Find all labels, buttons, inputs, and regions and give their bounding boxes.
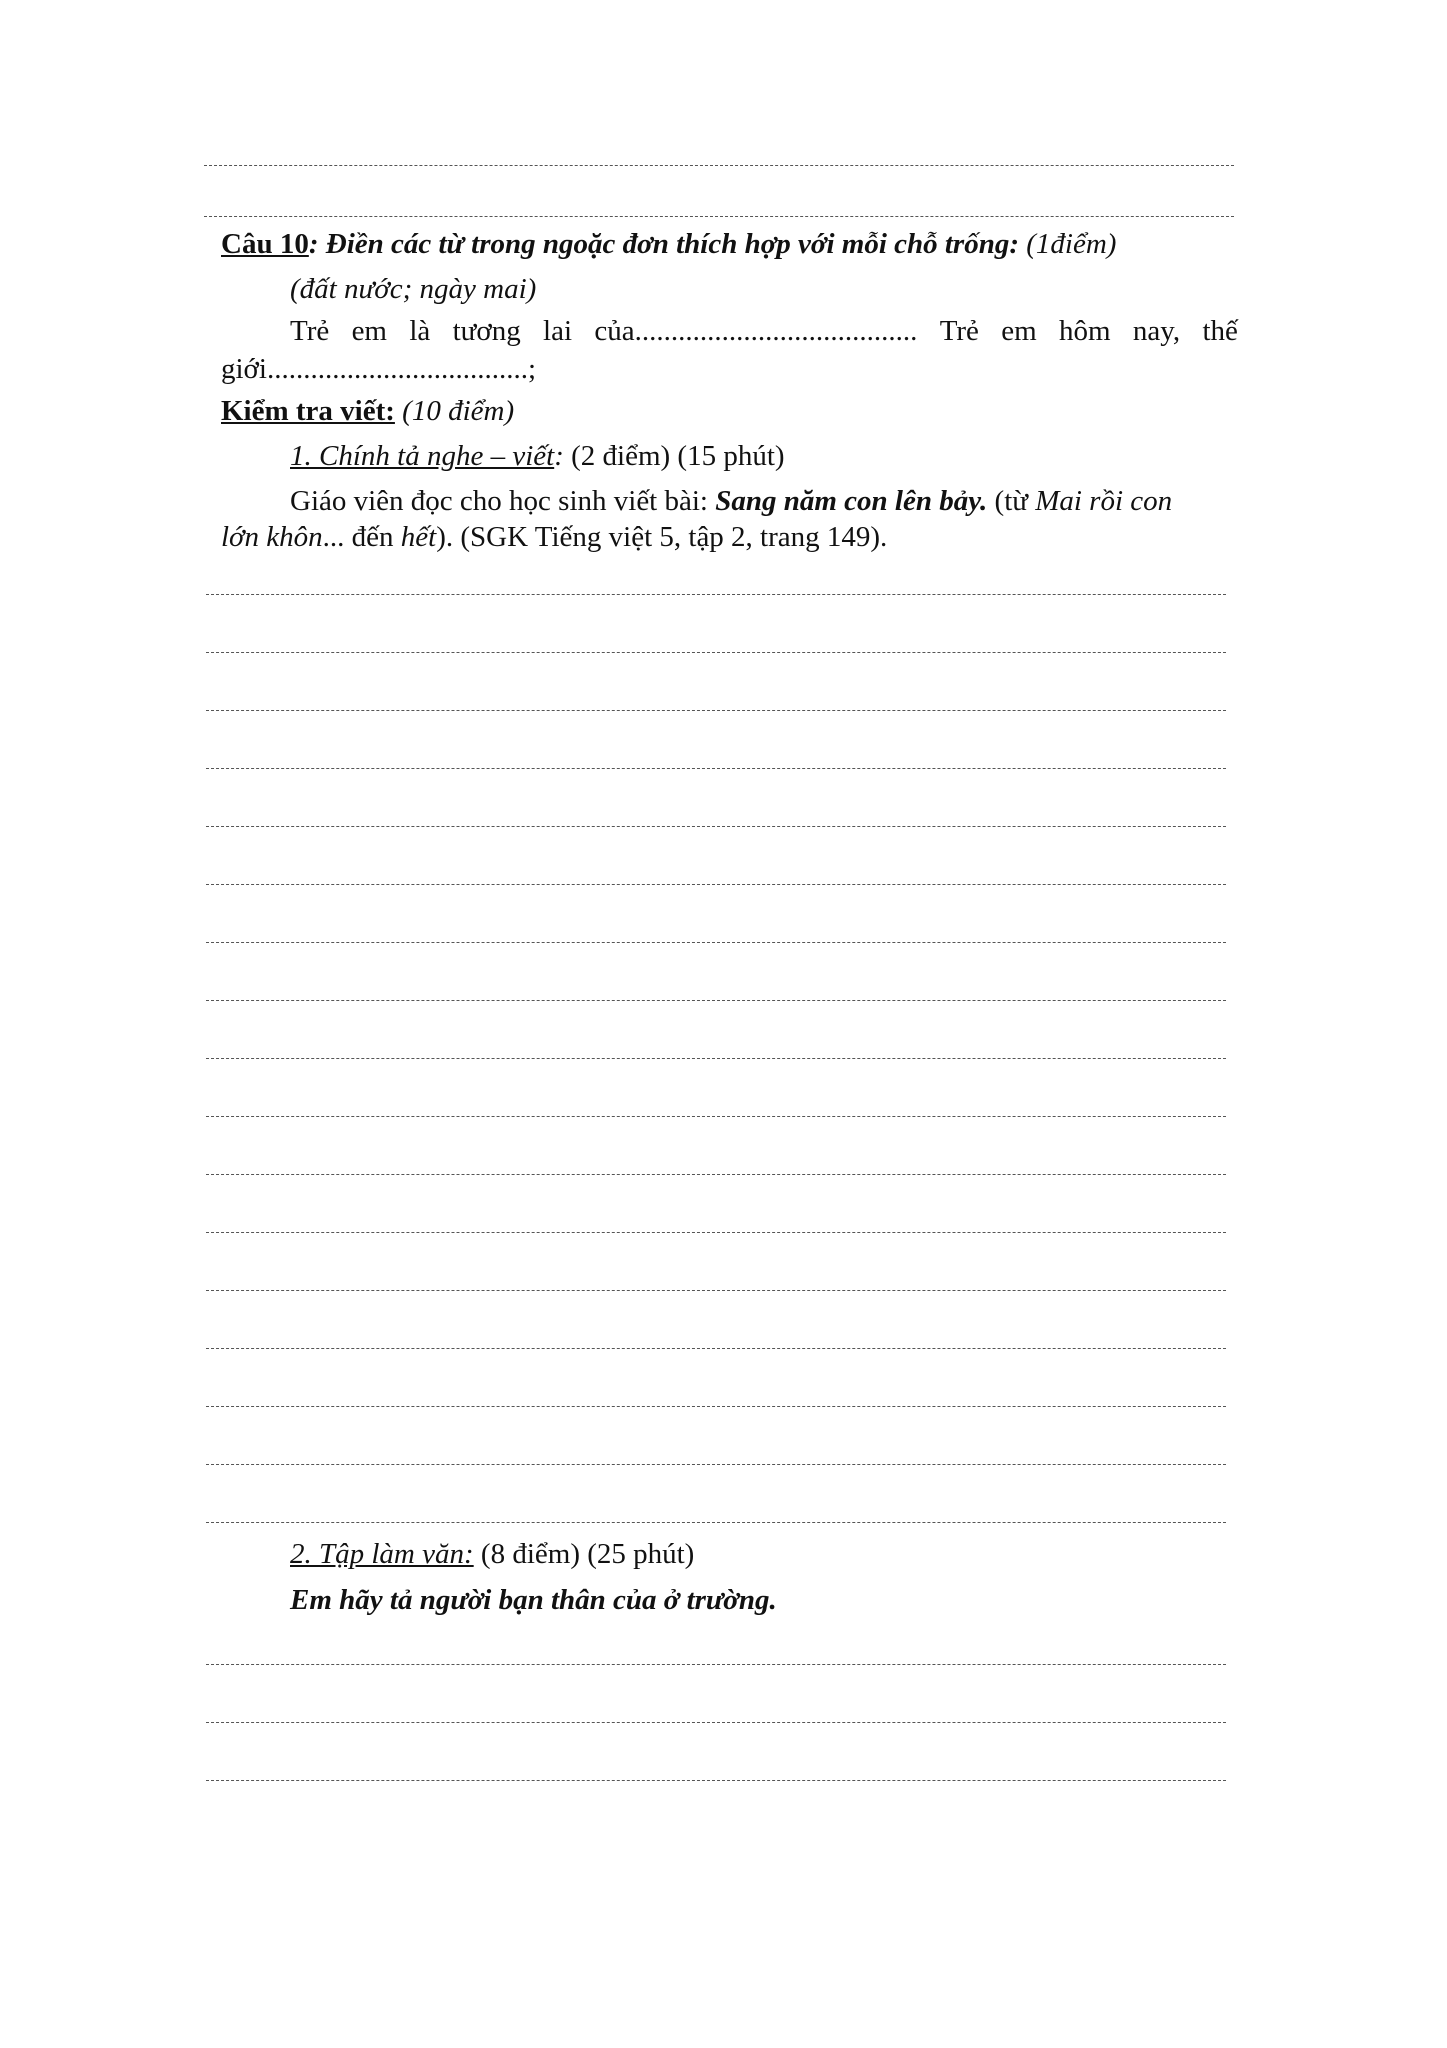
dictation-ellipsis: ...: [322, 521, 345, 553]
answer-line: [206, 942, 1226, 943]
question-10-word: của.......................................: [594, 315, 918, 347]
question-10-word: tương: [452, 315, 521, 347]
dictation-instruction-line-1: [290, 483, 1172, 519]
answer-line: [206, 594, 1226, 595]
question-10-word: nay,: [1132, 315, 1181, 347]
dictation-info: (2 điểm) (15 phút): [563, 440, 785, 472]
writing-test-points: (10 điểm): [394, 395, 515, 427]
question-10-word: là: [409, 315, 431, 347]
question-10-prompt: Điền các từ trong ngoặc đơn thích hợp với mỗi chỗ trống:: [318, 228, 1020, 260]
question-10-word: Trẻ: [939, 315, 979, 347]
question-10-heading: [221, 226, 1116, 262]
answer-line: [206, 1722, 1226, 1723]
answer-line: [206, 1058, 1226, 1059]
writing-test-heading: [221, 393, 514, 429]
answer-line: [206, 884, 1226, 885]
answer-line: [206, 1174, 1226, 1175]
question-10-word: thế: [1202, 315, 1238, 347]
question-10-word: lai: [543, 315, 573, 347]
dictation-source: ). (SGK Tiếng việt 5, tập 2, trang 149).: [436, 521, 888, 553]
dictation-range-start-cont: lớn khôn: [221, 521, 323, 553]
answer-line: [206, 1232, 1226, 1233]
answer-line: [206, 1464, 1226, 1465]
dictation-heading: [290, 438, 785, 474]
answer-line: [204, 165, 1234, 166]
question-10-word: em: [351, 315, 387, 347]
answer-line: [206, 710, 1226, 711]
answer-line: [206, 768, 1226, 769]
answer-line: [206, 652, 1226, 653]
dictation-instruction-line-2: [221, 519, 887, 555]
composition-heading: [290, 1536, 694, 1572]
dictation-range-end: hết: [400, 521, 437, 553]
question-10-word: hôm: [1059, 315, 1111, 347]
composition-info: (8 điểm) (25 phút): [473, 1538, 695, 1570]
answer-line: [206, 1664, 1226, 1665]
question-10-fill-line-1: [290, 313, 1238, 349]
composition-prompt: Em hãy tả người bạn thân của ở trường.: [290, 1584, 777, 1616]
dictation-instruction-prefix: Giáo viên đọc cho học sinh viết bài:: [290, 485, 716, 517]
dictation-colon: :: [554, 440, 564, 472]
answer-line: [206, 1116, 1226, 1117]
dictation-poem-title: Sang năm con lên bảy.: [715, 485, 988, 517]
question-10-word: Trẻ: [290, 315, 330, 347]
question-10-label: Câu 10: [221, 228, 309, 260]
dictation-range-to: đến: [344, 521, 401, 553]
answer-line: [204, 216, 1234, 217]
question-10-points: (1điểm): [1019, 228, 1117, 260]
composition-title: 2. Tập làm văn:: [290, 1538, 474, 1570]
writing-test-label: Kiểm tra viết:: [221, 395, 395, 427]
answer-line: [206, 1348, 1226, 1349]
question-10-fill-line-2: giới....................................;: [221, 353, 537, 385]
answer-line: [206, 1000, 1226, 1001]
dictation-range-open: (từ: [987, 485, 1036, 517]
question-10-options: (đất nước; ngày mai): [290, 273, 537, 305]
answer-line: [206, 1522, 1226, 1523]
answer-line: [206, 826, 1226, 827]
answer-line: [206, 1406, 1226, 1407]
question-10-word: em: [1001, 315, 1037, 347]
answer-line: [206, 1780, 1226, 1781]
answer-line: [206, 1290, 1226, 1291]
question-10-colon: :: [308, 228, 319, 260]
dictation-range-start: Mai rồi con: [1035, 485, 1173, 517]
dictation-title: 1. Chính tả nghe – viết: [290, 440, 555, 472]
